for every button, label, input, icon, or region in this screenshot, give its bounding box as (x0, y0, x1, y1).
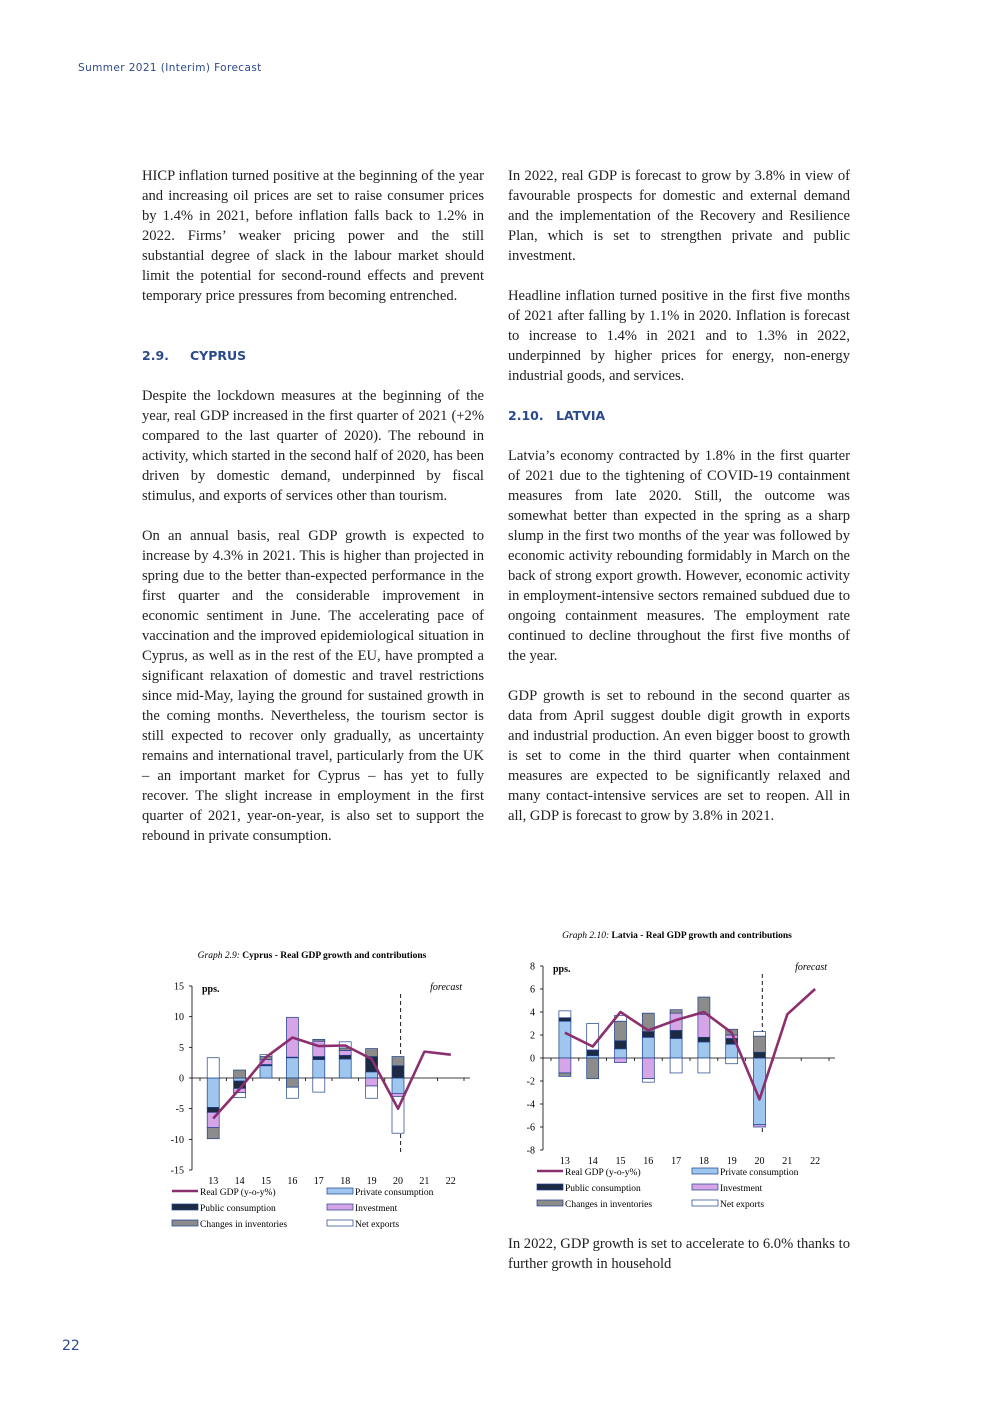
y-tick-label: -4 (526, 1099, 535, 1111)
bar-segment-public-consumption (670, 1030, 682, 1038)
bar-segment-investment (366, 1078, 378, 1086)
legend-label: Private consumption (720, 1168, 799, 1178)
bar-segment-private-consumption (234, 1078, 246, 1081)
left-column (142, 166, 484, 846)
legend-swatch-net-exports (327, 1220, 353, 1226)
caption-prefix: Graph 2.9: (197, 951, 243, 961)
legend-label: Public consumption (565, 1184, 641, 1194)
y-tick-label: -15 (170, 1165, 184, 1177)
legend-swatch-public-consumption (172, 1204, 198, 1210)
gdp-line (565, 989, 815, 1099)
legend-swatch-net-exports (692, 1200, 718, 1206)
y-tick-label: 5 (179, 1042, 184, 1054)
bar-segment-inventories (313, 1039, 325, 1041)
bar-segment-investment (754, 1125, 766, 1127)
y-tick-label: 2 (530, 1030, 535, 1042)
chart-caption (198, 951, 427, 961)
bar-segment-private-consumption (260, 1066, 272, 1078)
bar-segment-public-consumption (698, 1037, 710, 1042)
chart-caption (562, 931, 792, 941)
bar-segment-investment (642, 1058, 654, 1079)
bar-segment-investment (339, 1050, 351, 1055)
bar-segment-public-consumption (642, 1032, 654, 1038)
bar-segment-private-consumption (615, 1049, 627, 1058)
legend-swatch-investment (327, 1204, 353, 1210)
page-number: 22 (62, 1338, 80, 1354)
legend-label: Net exports (355, 1220, 400, 1230)
bar-segment-net-exports (698, 1058, 710, 1073)
legend-label: Real GDP (y-o-y%) (200, 1188, 276, 1198)
bar-segment-private-consumption (670, 1038, 682, 1058)
caption-title: Cyprus - Real GDP growth and contributions (242, 951, 427, 961)
bar-segment-private-consumption (559, 1021, 571, 1058)
bar-segment-net-exports (207, 1058, 219, 1078)
legend-label: Changes in inventories (565, 1200, 653, 1210)
bar-segment-public-consumption (339, 1055, 351, 1059)
legend-label: Real GDP (y-o-y%) (565, 1168, 641, 1178)
y-tick-label: 8 (530, 961, 535, 973)
y-tick-label: 0 (530, 1053, 535, 1065)
chart-latvia-svg (505, 924, 850, 1219)
x-tick-label: 17 (313, 1176, 324, 1187)
y-tick-label: -2 (526, 1076, 535, 1088)
x-tick-label: 13 (559, 1156, 570, 1167)
legend-label: Investment (355, 1204, 398, 1214)
x-tick-label: 14 (587, 1156, 598, 1167)
bar-segment-investment (615, 1058, 627, 1063)
y-tick-label: 4 (530, 1007, 535, 1019)
chart-cyprus (140, 944, 485, 1243)
legend-label: Changes in inventories (200, 1220, 288, 1230)
bar-segment-investment (392, 1093, 404, 1096)
section-number: 2.10. (508, 408, 544, 423)
bar-segment-public-consumption (313, 1057, 325, 1060)
bar-segment-private-consumption (726, 1044, 738, 1058)
bar-segment-public-consumption (392, 1066, 404, 1078)
legend-swatch-private-consumption (327, 1188, 353, 1194)
bar-segment-net-exports (670, 1058, 682, 1073)
y-tick-label: 10 (174, 1012, 184, 1024)
x-tick-label: 19 (366, 1176, 377, 1187)
paragraph: On an annual basis, real GDP growth is expected to increase by 4.3% in 2021. This is higher than projected in spring due to the better than-expected performance in the first quarter and the considerable improvement in economic sentiment in June. The accelerating pace of vaccination and the improved epidemiological situation in Cyprus, as well as in the rest of the EU, have prompted a significant relaxation of domestic and travel restrictions since mid-May, laying the ground for sustained growth in the coming months. Nevertheless, the tourism sector is still expected to recover only gradually, as uncertainty remains and international travel, particularly from the UK – an important market for Cyprus – has yet to fully recover. The slight increase in employment in the first quarter of 2021, year-on-year, is also set to support the rebound in private consumption. (142, 528, 484, 844)
x-tick-label: 19 (726, 1156, 737, 1167)
bar-segment-private-consumption (366, 1072, 378, 1078)
x-tick-label: 14 (234, 1176, 245, 1187)
y-tick-label: 6 (530, 984, 535, 996)
bar-segment-public-consumption (754, 1052, 766, 1058)
section-number: 2.9. (142, 348, 169, 363)
bar-segment-public-consumption (559, 1018, 571, 1021)
bar-segment-private-consumption (207, 1078, 219, 1107)
legend-label: Private consumption (355, 1188, 434, 1198)
bar-segment-net-exports (754, 1032, 766, 1037)
y-axis-unit: pps. (553, 964, 571, 975)
bar-segment-net-exports (366, 1086, 378, 1098)
x-tick-label: 22 (810, 1156, 821, 1167)
x-tick-label: 16 (287, 1176, 298, 1187)
x-tick-label: 13 (208, 1176, 219, 1187)
bar-segment-investment (698, 1014, 710, 1037)
bar-segment-inventories (670, 1010, 682, 1013)
legend-label: Net exports (720, 1200, 765, 1210)
legend-swatch-private-consumption (692, 1168, 718, 1174)
section-heading-latvia (508, 406, 850, 426)
x-tick-label: 18 (698, 1156, 709, 1167)
paragraph: GDP growth is set to rebound in the second quarter as data from April suggest double digit growth in exports and industrial production. An even bigger boost to growth is set to come in the third quarter when containment measures are expected to be significantly relaxed and many contact-intensive services are set to reopen. All in all, GDP is forecast to grow by 3.8% in 2021. (508, 688, 850, 824)
right-column (508, 166, 850, 826)
bar-segment-public-consumption (615, 1041, 627, 1049)
y-tick-label: 15 (174, 981, 184, 993)
bar-segment-inventories (559, 1073, 571, 1076)
y-axis-unit: pps. (202, 984, 220, 995)
chart-cyprus-svg (140, 944, 485, 1239)
x-tick-label: 21 (419, 1176, 430, 1187)
y-tick-label: -8 (526, 1145, 535, 1157)
bar-segment-inventories (234, 1070, 246, 1078)
y-tick-label: -5 (175, 1104, 184, 1116)
running-header: Summer 2021 (Interim) Forecast (78, 62, 262, 74)
bar-segment-inventories (286, 1078, 298, 1087)
bar-segment-inventories (615, 1021, 627, 1041)
forecast-label: forecast (430, 982, 462, 993)
x-tick-label: 18 (340, 1176, 351, 1187)
legend-label: Public consumption (200, 1204, 276, 1214)
bar-segment-private-consumption (313, 1060, 325, 1078)
caption-prefix: Graph 2.10: (562, 931, 612, 941)
x-tick-label: 15 (261, 1176, 271, 1187)
right-column-continued (508, 1234, 850, 1274)
bar-segment-net-exports (559, 1011, 571, 1018)
paragraph: In 2022, GDP growth is set to accelerate to 6.0% thanks to further growth in household (508, 1236, 850, 1272)
paragraph: In 2022, real GDP is forecast to grow by 3.8% in view of favourable prospects for domestic and external demand and the implementation of the Recovery and Resilience Plan, which is set to strengthen private and public investment. (508, 168, 850, 264)
chart-latvia (505, 924, 850, 1223)
x-tick-label: 16 (643, 1156, 654, 1167)
bar-segment-private-consumption (339, 1059, 351, 1078)
legend-swatch-inventories (172, 1220, 198, 1226)
bar-segment-private-consumption (286, 1058, 298, 1078)
bar-segment-net-exports (313, 1078, 325, 1092)
paragraph: Headline inflation turned positive in the first five months of 2021 after falling by 1.1% in 2020. Inflation is forecast to increase to 1.4% in 2021 and to 1.3% in 2022, underpinned by higher prices for energy, non-energy industrial goods, and services. (508, 288, 850, 384)
bar-segment-investment (559, 1058, 571, 1073)
x-tick-label: 21 (782, 1156, 793, 1167)
legend-swatch-public-consumption (537, 1184, 563, 1190)
bar-segment-net-exports (642, 1079, 654, 1082)
section-title: CYPRUS (190, 348, 247, 363)
bar-segment-net-exports (726, 1058, 738, 1064)
bar-segment-public-consumption (207, 1107, 219, 1112)
bar-segment-inventories (587, 1058, 599, 1079)
bar-segment-net-exports (286, 1087, 298, 1098)
x-tick-label: 17 (671, 1156, 682, 1167)
section-heading-cyprus (142, 346, 484, 366)
x-tick-label: 20 (754, 1156, 765, 1167)
caption-title: Latvia - Real GDP growth and contributions (611, 931, 792, 941)
bar-segment-private-consumption (642, 1037, 654, 1058)
paragraph: Despite the lockdown measures at the beginning of the year, real GDP increased in the first quarter of 2021 (+2% compared to the last quarter of 2020). The rebound in activity, which started in the second half of 2020, has been driven by domestic demand, underpinned by fiscal stimulus, and exports of services other than tourism. (142, 388, 484, 504)
y-tick-label: -6 (526, 1122, 535, 1134)
paragraph: Latvia’s economy contracted by 1.8% in the first quarter of 2021 due to the tightening of COVID-19 containment measures from late 2020. Still, the outcome was somewhat better than expected in the spring as a sharp slump in the first two months of the year was followed by economic activity rebounding formidably in March on the back of strong export growth. However, economic activity in employment-intensive sectors remained subdued due to ongoing containment measures. The employment rate continued to decline throughout the first five months of the year. (508, 448, 850, 664)
bar-segment-inventories (366, 1049, 378, 1057)
section-title: LATVIA (556, 408, 606, 423)
bar-segment-inventories (207, 1128, 219, 1139)
y-tick-label: -10 (170, 1134, 184, 1146)
bar-segment-private-consumption (698, 1042, 710, 1058)
forecast-label: forecast (795, 962, 827, 973)
legend-swatch-investment (692, 1184, 718, 1190)
bar-segment-private-consumption (392, 1078, 404, 1093)
x-tick-label: 20 (393, 1176, 403, 1187)
x-tick-label: 15 (615, 1156, 626, 1167)
y-tick-label: 0 (179, 1073, 184, 1085)
bar-segment-inventories (392, 1057, 404, 1066)
legend-label: Investment (720, 1184, 763, 1194)
legend-swatch-inventories (537, 1200, 563, 1206)
bar-segment-public-consumption (587, 1050, 599, 1056)
x-tick-label: 22 (445, 1176, 456, 1187)
bar-segment-inventories (754, 1036, 766, 1052)
paragraph: HICP inflation turned positive at the beginning of the year and increasing oil prices are set to raise consumer prices by 1.4% in 2021, before inflation falls back to 1.2% in 2022. Firms’ weaker pricing power and the still substantial degree of slack in the labour market should limit the potential for second-round effects and prevent temporary price pressures from becoming entrenched. (142, 168, 484, 304)
